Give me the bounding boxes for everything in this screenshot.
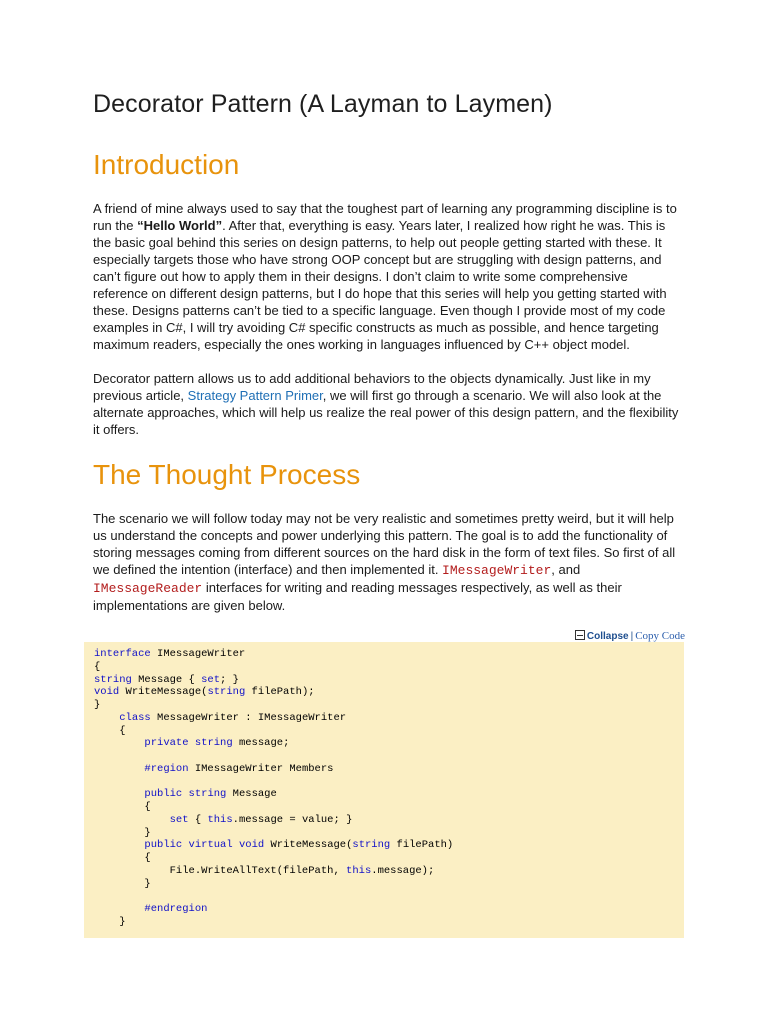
toolbar-separator: | bbox=[630, 631, 634, 642]
introduction-paragraph-2 bbox=[93, 370, 685, 438]
thought-text-b: , and bbox=[551, 562, 581, 577]
code-listing: interface IMessageWriter { string Message { set; } void WriteMessage(string filePath); } class MessageWriter : IMessageWriter { private string message; #region IMessageWriter Members public string Message { set { this.message = value; } } public virtual void WriteMessage(string filePath) { File.WriteAllText(filePath, this.message); } #endregion } bbox=[94, 648, 454, 928]
code-toolbar bbox=[575, 629, 685, 642]
copy-code-button[interactable]: Copy Code bbox=[635, 630, 685, 642]
intro-p1-text-b: . After that, everything is easy. Years later, I realized how right he was. This is the basic goal behind this series on design patterns, to help out people getting started with these. It especially targets those who have strong OOP concept but are struggling with design patterns, and can’t figure out how to apply them in their designs. I don’t claim to write some comprehensive reference on different design patterns, but I do hope that this series will help you getting started with these. Designs patterns can’t be tied to a specific language. Even though I provide most of my code examples in C#, I will try avoiding C# specific constructs as much as possible, and hence targeting maximum readers, especially the ones working in languages influenced by C++ object model. bbox=[93, 218, 667, 352]
intro-p2-text-b: , we will first go through a scenario. We will also look at the alternate approaches, which will help us realize the real power of this design pattern, and the flexibility it offers. bbox=[93, 388, 679, 437]
thought-text-a: The scenario we will follow today may not be very realistic and sometimes pretty weird, but it will help us understand the concepts and power underlying this pattern. The goal is to add the functionality of storing messages coming from different sources on the hard disk in the form of text files. So first of all we defined the intention (interface) and then implemented it. bbox=[93, 511, 676, 577]
collapse-button[interactable] bbox=[575, 631, 629, 642]
intro-p1-text-a: A friend of mine always used to say that the toughest part of learning any programming discipline is to run the bbox=[93, 201, 677, 233]
hello-world-emphasis: “Hello World” bbox=[137, 218, 223, 233]
collapse-label: Collapse bbox=[586, 631, 629, 642]
collapse-icon bbox=[575, 630, 585, 640]
introduction-paragraph-1 bbox=[93, 200, 685, 353]
thought-process-heading: The Thought Process bbox=[93, 459, 361, 490]
code-block bbox=[84, 642, 684, 938]
thought-process-paragraph bbox=[93, 510, 685, 614]
document-title: Decorator Pattern (A Layman to Laymen) bbox=[93, 90, 553, 118]
imessagewriter-inline-code: IMessageWriter bbox=[442, 563, 552, 578]
thought-text-c: interfaces for writing and reading messages respectively, as well as their implementations are given below. bbox=[93, 580, 622, 613]
intro-p2-text-a: Decorator pattern allows us to add additional behaviors to the objects dynamically. Just like in my previous article, bbox=[93, 371, 651, 403]
imessagereader-inline-code: IMessageReader bbox=[93, 581, 203, 596]
introduction-heading: Introduction bbox=[93, 149, 240, 180]
strategy-pattern-primer-link[interactable]: Strategy Pattern Primer bbox=[187, 388, 323, 403]
